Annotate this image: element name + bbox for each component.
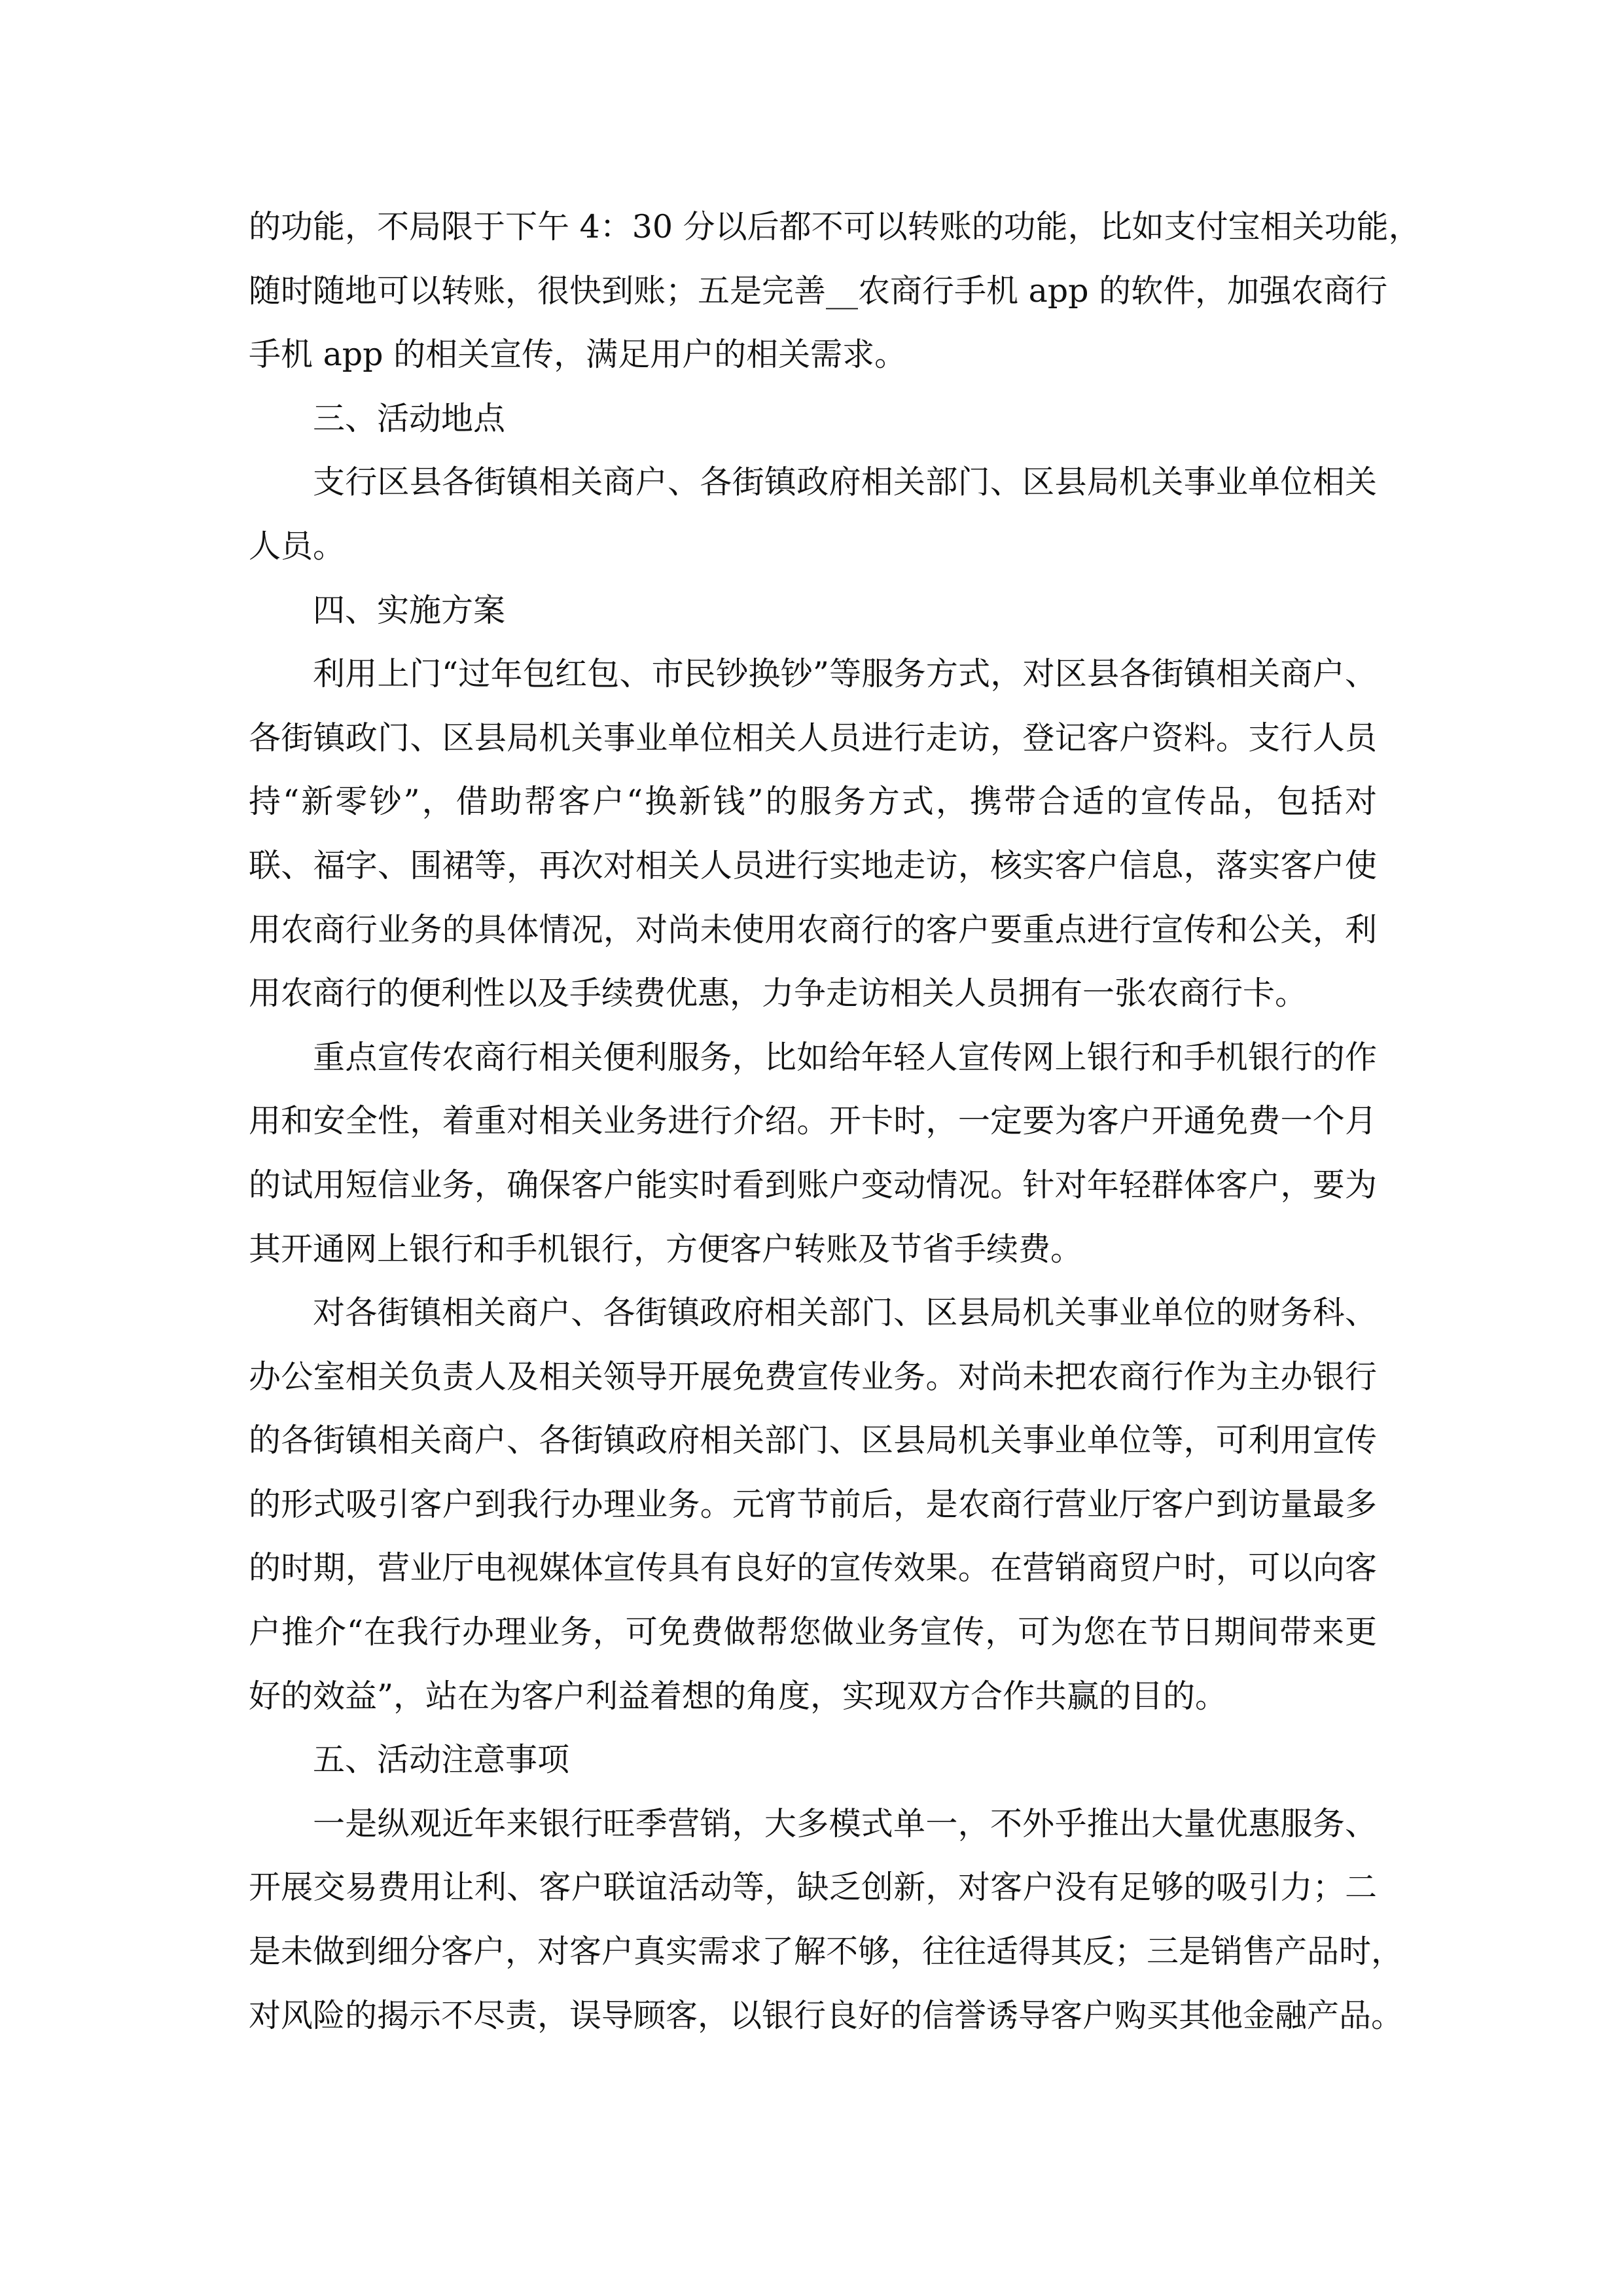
text-line: 用和安全性，着重对相关业务进行介绍。开卡时，一定要为客户开通免费一个月 <box>249 1102 1377 1140</box>
text-line: 的试用短信业务，确保客户能实时看到账户变动情况。针对年轻群体客户，要为 <box>249 1166 1377 1204</box>
document-body <box>249 195 1421 2047</box>
text-line: 联、福字、围裙等，再次对相关人员进行实地走访，核实客户信息，落实客户使 <box>249 846 1377 884</box>
text-line: 的形式吸引客户到我行办理业务。元宵节前后，是农商行营业厅客户到访量最多 <box>249 1485 1377 1523</box>
paragraph <box>249 450 1377 578</box>
text-line: 人员。 <box>249 527 346 565</box>
section-heading <box>249 579 1377 643</box>
text-line: 重点宣传农商行相关便利服务，比如给年轻人宣传网上银行和手机银行的作 <box>313 1038 1377 1076</box>
text-line: 办公室相关负责人及相关领导开展免费宣传业务。对尚未把农商行作为主办银行 <box>249 1357 1377 1395</box>
text-line: 户推介“在我行办理业务，可免费做帮您做业务宣传，可为您在节日期间带来更 <box>249 1613 1377 1651</box>
text-line: 利用上门“过年包红包、市民钞换钞”等服务方式，对区县各街镇相关商户、 <box>313 655 1377 693</box>
paragraph <box>249 195 1421 387</box>
text-line: 开展交易费用让利、客户联谊活动等，缺乏创新，对客户没有足够的吸引力；二 <box>249 1869 1377 1907</box>
heading-text: 四、实施方案 <box>313 591 506 629</box>
text-line: 各街镇政门、区县局机关事业单位相关人员进行走访，登记客户资料。支行人员 <box>249 719 1377 757</box>
paragraph <box>249 1281 1377 1728</box>
text-line: 用农商行的便利性以及手续费优惠，力争走访相关人员拥有一张农商行卡。 <box>249 975 1308 1013</box>
text-line: 用农商行业务的具体情况，对尚未使用农商行的客户要重点进行宣传和公关，利 <box>249 910 1377 948</box>
paragraph <box>249 1026 1377 1281</box>
text-line: 对各街镇相关商户、各街镇政府相关部门、区县局机关事业单位的财务科、 <box>313 1294 1377 1332</box>
text-line: 一是纵观近年来银行旺季营销，大多模式单一，不外乎推出大量优惠服务、 <box>313 1804 1377 1842</box>
text-line: 手机 app 的相关宣传，满足用户的相关需求。 <box>249 336 907 374</box>
text-line: 对风险的揭示不尽责，误导顾客，以银行良好的信誉诱导客户购买其他金融产品。 <box>249 1996 1404 2034</box>
paragraph <box>249 642 1377 1026</box>
text-line: 是未做到细分客户，对客户真实需求了解不够，往往适得其反；三是销售产品时， <box>249 1933 1404 1971</box>
paragraph <box>249 1792 1404 2047</box>
heading-text: 五、活动注意事项 <box>313 1741 570 1779</box>
text-line: 随时随地可以转账，很快到账；五是完善__农商行手机 app 的软件，加强农商行 <box>249 272 1388 310</box>
text-line: 的各街镇相关商户、各街镇政府相关部门、区县局机关事业单位等，可利用宣传 <box>249 1422 1377 1460</box>
section-heading <box>249 1728 1377 1792</box>
heading-text: 三、活动地点 <box>313 399 506 437</box>
text-line: 其开通网上银行和手机银行，方便客户转账及节省手续费。 <box>249 1230 1083 1268</box>
text-line: 支行区县各街镇相关商户、各街镇政府相关部门、区县局机关事业单位相关 <box>313 463 1377 501</box>
text-line: 的功能，不局限于下午 4：30 分以后都不可以转账的功能，比如支付宝相关功能， <box>249 208 1421 245</box>
text-line: 的时期，营业厅电视媒体宣传具有良好的宣传效果。在营销商贸户时，可以向客 <box>249 1549 1377 1587</box>
section-heading <box>249 387 1377 451</box>
text-line: 好的效益”，站在为客户利益着想的角度，实现双方合作共赢的目的。 <box>249 1677 1228 1715</box>
text-line: 持“新零钞”，借助帮客户“换新钱”的服务方式，携带合适的宣传品，包括对 <box>249 783 1377 821</box>
